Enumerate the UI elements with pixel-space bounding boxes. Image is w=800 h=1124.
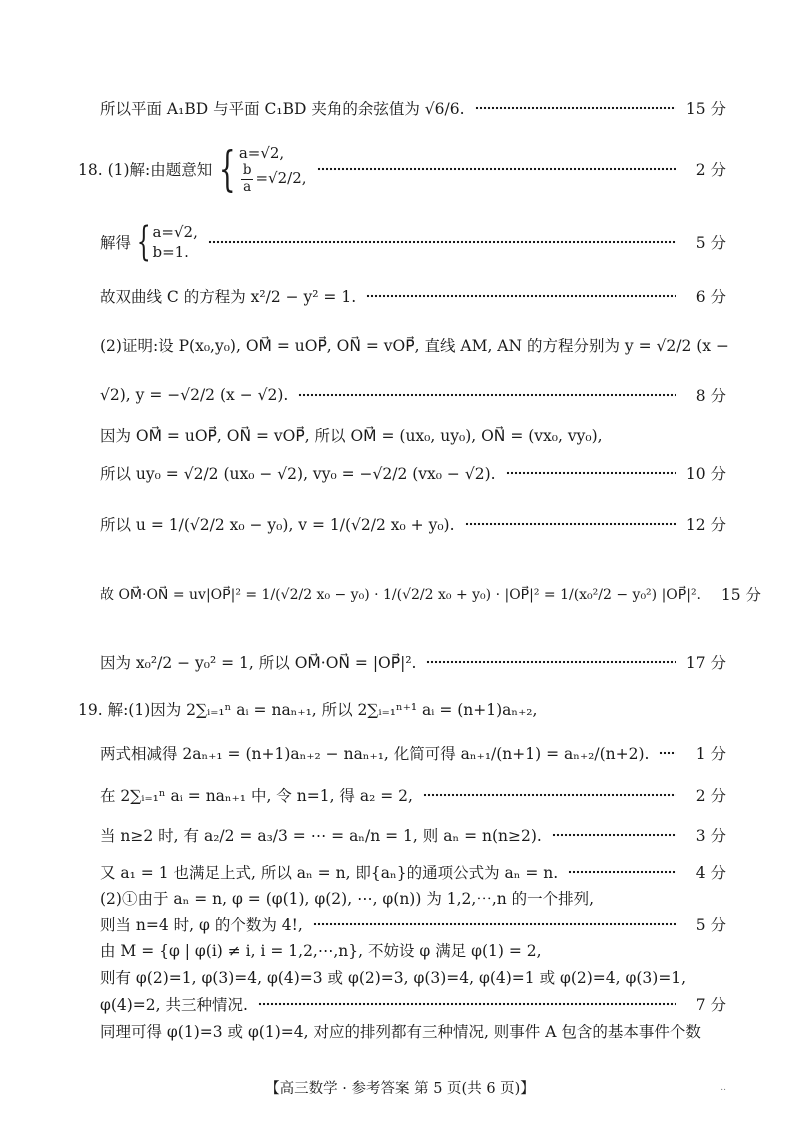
- system-row-1: a=√2,: [152, 223, 198, 241]
- line-u-v: [100, 513, 726, 535]
- line-text: 由 M = {φ | φ(i) ≠ i, i = 1,2,⋯,n}, 不妨设 φ 满足 φ(1) = 2,: [100, 942, 542, 960]
- score-label: 4 分: [695, 864, 726, 882]
- system-row-1: a=√2,: [238, 144, 285, 162]
- line-text: 又 a₁ = 1 也满足上式, 所以 aₙ = n, 即{aₙ}的通项公式为 aₙ = n.: [100, 864, 559, 882]
- equation-system: [212, 141, 307, 198]
- line-part2-lines: [100, 384, 726, 406]
- score-label: 1 分: [695, 745, 726, 763]
- line-subtract: [100, 742, 726, 764]
- line-text: 则有 φ(2)=1, φ(3)=4, φ(4)=3 或 φ(2)=3, φ(3)=4, φ(4)=1 或 φ(2)=4, φ(3)=1,: [100, 969, 687, 987]
- line-text: (2)证明:设 P(x₀,y₀), OM⃗ = uOP⃗, ON⃗ = vOP⃗, 直线 AM, AN 的方程分别为 y = √2/2 (x −: [100, 337, 729, 355]
- line-text: 19. 解:(1)因为 2∑ᵢ₌₁ⁿ aᵢ = naₙ₊₁, 所以 2∑ᵢ₌₁ⁿ⁺¹ aᵢ = (n+1)aₙ₊₂,: [78, 701, 538, 719]
- score-label: 8 分: [695, 387, 726, 405]
- line-dot-product: [100, 583, 762, 605]
- score-label: 12 分: [685, 516, 726, 534]
- dot-leader: [423, 793, 676, 797]
- line-event-a: [100, 1020, 726, 1042]
- line-q18-part1: [78, 141, 726, 198]
- line-general-term: [100, 861, 726, 883]
- line-text: 在 2∑ᵢ₌₁ⁿ aᵢ = naₙ₊₁ 中, 令 n=1, 得 a₂ = 2,: [100, 787, 413, 805]
- line-text: 18. (1)解:由题意知: [78, 161, 213, 180]
- dot-leader: [506, 471, 676, 475]
- score-label: 7 分: [695, 996, 726, 1014]
- line-text: 两式相减得 2aₙ₊₁ = (n+1)aₙ₊₂ − naₙ₊₁, 化简可得 aₙ₊₁/(n+1) = aₙ₊₂/(n+2).: [100, 745, 650, 763]
- line-hyperbola-equation: [100, 285, 726, 307]
- line-conclusion-17: [100, 97, 726, 119]
- line-text: 所以 u = 1/(√2/2 x₀ − y₀), v = 1/(√2/2 x₀ + y₀).: [100, 516, 455, 534]
- dot-leader: [465, 522, 676, 526]
- line-solve-ab: [100, 219, 726, 266]
- dot-leader: [366, 294, 676, 298]
- system-row-2: [239, 163, 307, 195]
- line-text: 所以平面 A₁BD 与平面 C₁BD 夹角的余弦值为 √6/6.: [100, 100, 465, 118]
- score-label: 15 分: [720, 586, 762, 604]
- system-row-2-rhs: =√2/2,: [255, 169, 307, 188]
- line-text: 解得: [100, 234, 132, 253]
- score-label: 2 分: [695, 787, 726, 805]
- line-an-n: [100, 824, 726, 846]
- line-text: 故双曲线 C 的方程为 x²/2 − y² = 1.: [100, 288, 357, 306]
- score-label: 3 分: [695, 827, 726, 845]
- score-label: 17 分: [685, 654, 726, 672]
- line-text: 则当 n=4 时, φ 的个数为 4!,: [100, 916, 303, 934]
- line-text: 故 OM⃗·ON⃗ = uv|OP⃗|² = 1/(√2/2 x₀ − y₀) · 1/(√2/2 x₀ + y₀) · |OP⃗|² = 1/(x₀²/2 − y₀²) |OP⃗|².: [100, 587, 702, 603]
- left-brace: {: [219, 141, 236, 198]
- dot-leader: [258, 1002, 676, 1006]
- line-conclusion-18: [100, 651, 726, 673]
- line-uy-vy: [100, 462, 726, 484]
- line-vectors: [100, 424, 726, 446]
- score-label: 15 分: [685, 100, 726, 118]
- dot-leader: [208, 240, 676, 244]
- page-footer: 【高三数学 · 参考答案 第 5 页(共 6 页)】: [265, 1081, 535, 1097]
- numerator: b: [242, 162, 252, 179]
- line-text: 同理可得 φ(1)=3 或 φ(1)=4, 对应的排列都有三种情况, 则事件 A 包含的基本事件个数: [100, 1023, 701, 1041]
- line-text: 因为 x₀²/2 − y₀² = 1, 所以 OM⃗·ON⃗ = |OP⃗|².: [100, 654, 417, 672]
- line-set-m: [100, 939, 726, 961]
- line-text: √2), y = −√2/2 (x − √2).: [100, 386, 289, 404]
- score-label: 5 分: [695, 234, 726, 253]
- system-row-2: b=1.: [152, 243, 189, 262]
- line-three-cases: [100, 993, 726, 1015]
- dot-leader: [298, 393, 676, 397]
- line-text: 所以 uy₀ = √2/2 (ux₀ − √2), vy₀ = −√2/2 (vx₀ − √2).: [100, 465, 496, 483]
- line-text: 因为 OM⃗ = uOP⃗, ON⃗ = vOP⃗, 所以 OM⃗ = (ux₀, uy₀), ON⃗ = (vx₀, vy₀),: [100, 427, 603, 445]
- score-label: 5 分: [695, 916, 726, 934]
- dot-leader: [475, 106, 676, 110]
- dot-leader: [317, 167, 676, 171]
- dot-leader: [659, 751, 676, 755]
- line-text: φ(4)=2, 共三种情况.: [100, 996, 248, 1014]
- score-label: 2 分: [695, 161, 726, 180]
- line-permutation: [100, 887, 726, 909]
- fraction: [241, 163, 254, 195]
- equation-system: [131, 219, 198, 266]
- dot-leader: [426, 660, 676, 664]
- score-label: 10 分: [685, 465, 726, 483]
- line-text: 当 n≥2 时, 有 a₂/2 = a₃/3 = ⋯ = aₙ/n = 1, 则 aₙ = n(n≥2).: [100, 827, 542, 845]
- score-label: 6 分: [695, 288, 726, 306]
- left-brace: {: [136, 219, 151, 266]
- dot-leader: [568, 870, 676, 874]
- line-a2: [100, 784, 726, 806]
- denominator: a: [243, 178, 252, 195]
- line-count-4: [100, 913, 726, 935]
- dot-leader: [313, 922, 676, 926]
- line-text: (2)①由于 aₙ = n, φ = (φ(1), φ(2), ⋯, φ(n)) 为 1,2,⋯,n 的一个排列,: [100, 890, 595, 908]
- line-part2-setup: [100, 334, 729, 356]
- line-cases: [100, 966, 726, 988]
- line-q19-part1: [78, 698, 726, 720]
- dot-leader: [552, 833, 676, 837]
- corner-mark: ..: [720, 1083, 726, 1093]
